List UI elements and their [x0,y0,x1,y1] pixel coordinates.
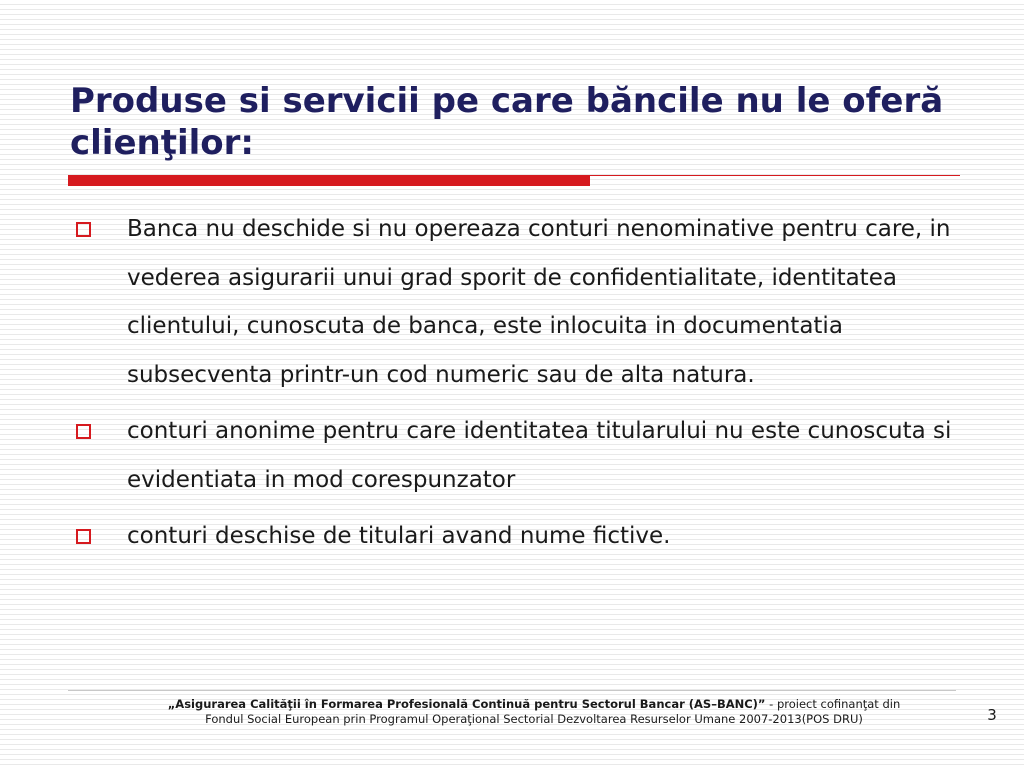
bullet-item [76,407,956,504]
title-accent-bar [68,175,590,186]
slide-number: 3 [987,706,997,724]
footer-cofinance-text: - proiect cofinanţat din [765,697,901,711]
footer-program-text: Fondul Social European prin Programul Operaţional Sectorial Dezvoltarea Resurselor Umane 2007-2013(POS DRU) [205,712,863,726]
title-accent-line [590,175,960,176]
footer-text [68,697,1000,727]
bullet-item [76,512,956,561]
hollow-square-icon [76,529,91,544]
title-underline [68,173,960,187]
bullet-text: Banca nu deschide si nu opereaza conturi nenominative pentru care, in vederea asigurarii unui grad sporit de confidentialitate, identitatea clientului, cunoscuta de banca, este inlocuita in documentatia subsecventa printr-un cod numeric sau de alta natura. [127,216,951,388]
bullet-text: conturi deschise de titulari avand nume fictive. [127,523,671,549]
footer-divider [68,690,956,691]
bullet-item [76,205,956,399]
hollow-square-icon [76,424,91,439]
hollow-square-icon [76,222,91,237]
bullet-text: conturi anonime pentru care identitatea titularului nu este cunoscuta si evidentiata in mod corespunzator [127,418,952,493]
slide-title: Produse si servicii pe care băncile nu le oferă clienţilor: [70,81,944,163]
bullet-list [76,205,956,569]
footer-project-name: „Asigurarea Calităţii în Formarea Profesională Continuă pentru Sectorul Bancar (AS–BANC)” [167,697,766,711]
